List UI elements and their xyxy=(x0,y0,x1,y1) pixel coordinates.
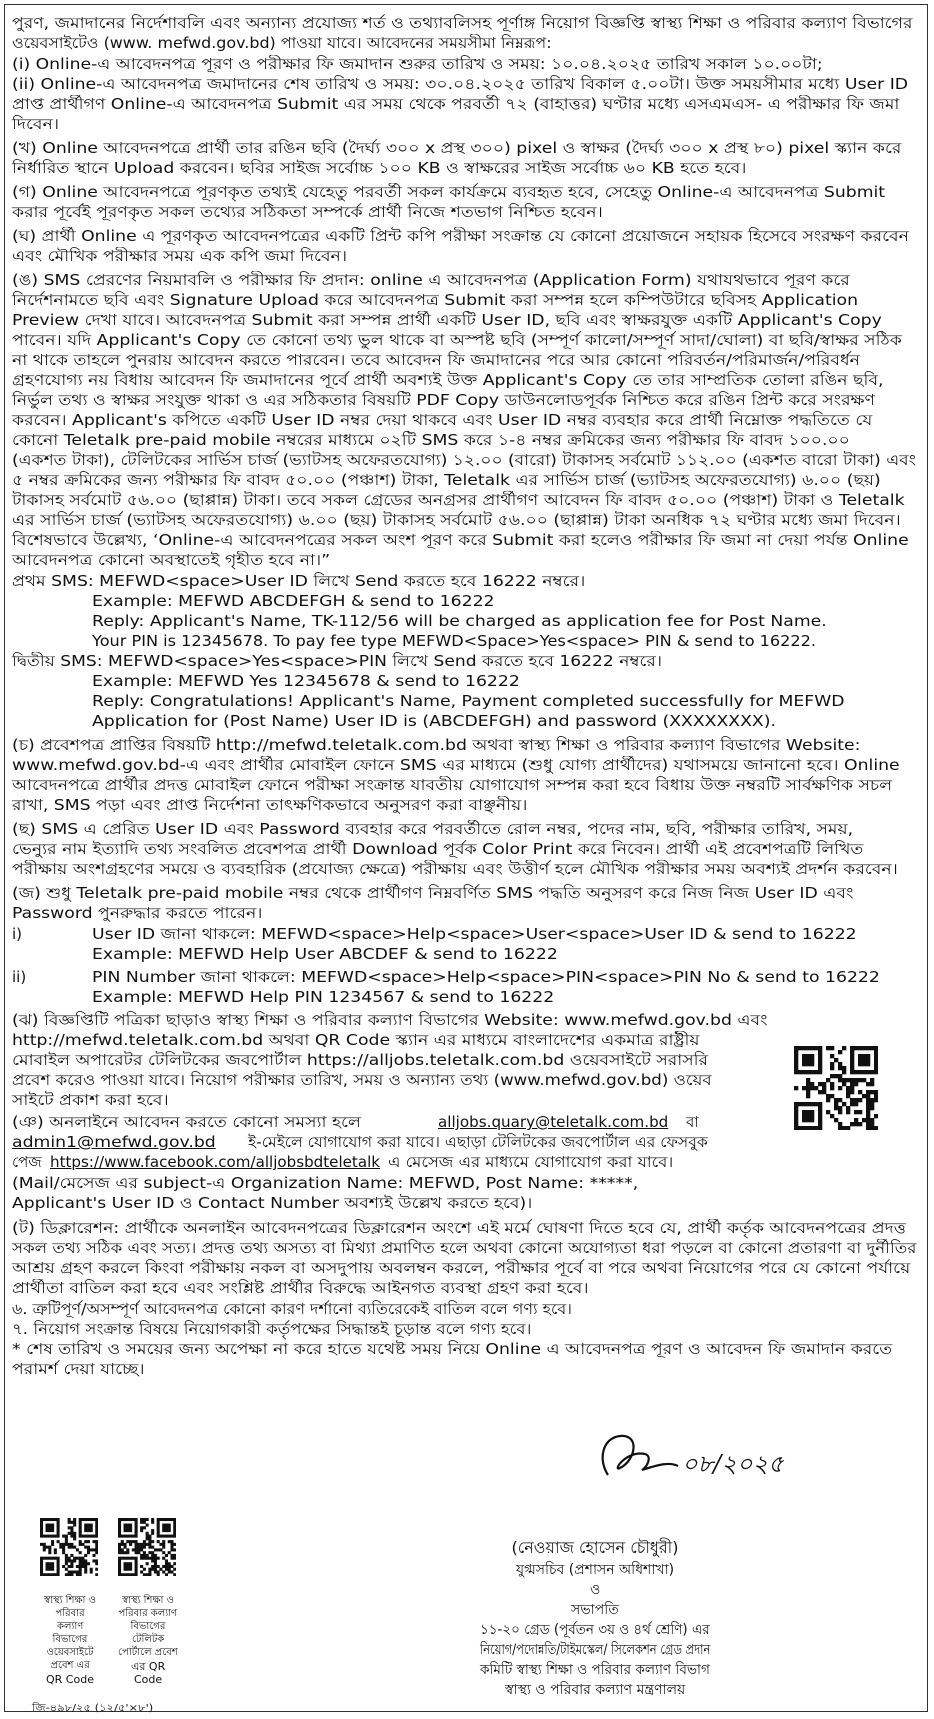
text-line-54: সাইটে প্রকাশ করা হবে। xyxy=(12,1091,169,1109)
text-line-94: Code xyxy=(134,1673,163,1686)
text-line-35: (চ) প্রবেশপত্র প্রাপ্তির বিষয়টি http://mefwd.teletalk.com.bd অথবা স্বাস্থ্য শিক্ষা ও পরিবার কল্যাণ বিভাগের Website: xyxy=(12,736,861,754)
admin-email-link[interactable]: admin1@mefwd.gov.bd xyxy=(12,1133,216,1151)
text-line-78: নিয়োগ/পদোন্নতি/টাইমস্কেল/ সিলেকশন গ্রেড প্রদান xyxy=(480,1642,711,1658)
text-line-85: ওয়েবসাইটে xyxy=(46,1647,94,1658)
text-line-84: বিভাগের xyxy=(52,1634,88,1645)
handwritten-signature xyxy=(590,1420,820,1500)
teletalk-portal-qr-code xyxy=(118,1518,176,1576)
text-line-83: কল্যাণ xyxy=(57,1621,84,1632)
website-qr-code xyxy=(794,1046,878,1130)
text-line-47: ii) xyxy=(12,968,27,986)
text-line-8: (গ) Online আবেদনপত্রে পূরণকৃত তথ্যই যেহেতু পরবর্তী সকল কার্যক্রমে ব্যবহৃত হবে, সেহেতু Online-এ আবেদনপত্র Submit xyxy=(12,183,886,201)
text-line-18: নির্ভুল তথ্য ও স্বাক্ষর সংযুক্ত থাকা ও এর সঠিকতার বিষয়টি PDF Copy ডাউনলোডপূর্বক নিশ্চিত করে রঙিন প্রিন্ট করে সংরক্ষণ xyxy=(12,391,875,409)
text-line-36: www.mefwd.gov.bd-এ এবং প্রার্থীর মোবাইল ফোনে SMS এর মাধ্যমে (শুধু যোগ্য প্রার্থীদের) যথাসময়ে জানানো হবে। Online xyxy=(12,756,900,774)
text-line-39: (ছ) SMS এ প্রেরিত User ID এবং Password ব্যবহার করে পরবর্তীতে রোল নম্বর, পদের নাম, ছবি, পরীক্ষার তারিখ, সময়, xyxy=(12,820,854,838)
support-email-link[interactable]: alljobs.quary@teletalk.com.bd xyxy=(438,1113,669,1131)
text-line-14: Preview দেখা যাবে। আবেদনপত্র Submit করা সম্পন্ন প্রার্থী একটি User ID, ছবি এবং স্বাক্ষরযুক্ত একটি Applicant's Copy xyxy=(12,311,882,329)
text-line-59: ই-মেইলে যোগাযোগ করা যাবে। এছাড়া টেলিটকের জবপোর্টাল এর ফেসবুক xyxy=(248,1133,708,1151)
text-line-69: ৬. ত্রুটিপূর্ণ/অসম্পূর্ণ আবেদনপত্র কোনো কারণ দর্শানো ব্যতিরেকেই বাতিল বলে গণ্য হবে। xyxy=(12,1300,572,1318)
text-line-11: এবং মৌখিক পরীক্ষার সময় এক কপি জমা দিবেন। xyxy=(12,247,348,265)
text-line-38: রাখা, SMS পড়া এবং প্রাপ্ত নির্দেশনা তাৎক্ষণিকভাবে অনুসরণ করা বাঞ্ছনীয়। xyxy=(12,796,528,814)
text-line-62: এ মেসেজ এর মাধ্যমে যোগাযোগ করা যাবে। xyxy=(388,1153,674,1171)
text-line-19: করবেন। Applicant's কপিতে একটি User ID নম্বর দেয়া থাকবে এবং User ID নম্বর ব্যবহার করে প্রার্থী নিম্নোক্ত পদ্ধতিতে যে xyxy=(12,411,873,429)
text-line-6: (খ) Online আবেদনপত্রে প্রার্থী তার রঙিন ছবি (দৈর্ঘ্য ৩০০ x প্রস্থ ৩০০) pixel ও স্বাক্ষর (দৈর্ঘ্য ৩০০ x প্রস্থ ৮০) pixel স্ক্যান করে xyxy=(12,139,902,157)
text-line-70: ৭. নিয়োগ সংক্রান্ত বিষয়ে নিয়োগকারী কর্তৃপক্ষের সিদ্ধান্তই চূড়ান্ত বলে গণ্য হবে। xyxy=(12,1320,532,1338)
text-line-23: টাকাসহ সর্বমোট ৫৬.০০ (ছাপ্পান্ন) টাকা। তবে সকল গ্রেডের অনগ্রসর প্রার্থীগণ আবেদন ফি বাবদ ৫০.০০ (পঞ্চাশ) টাকা ও Teletalk xyxy=(12,491,905,509)
text-line-34: Application for (Post Name) User ID is (ABCDEFGH) and password (XXXXXXXX). xyxy=(92,712,776,730)
text-line-66: সকল তথ্য সঠিক এবং সত্য। প্রদত্ত তথ্য অসত্য বা মিথ্যা প্রমাণিত হলে অথবা কোনো অযোগ্যতা ধরা পড়লে বা কোনো প্রতারণা বা দুর্নীতির xyxy=(12,1239,917,1257)
text-line-88: স্বাস্থ্য শিক্ষা ও xyxy=(122,1595,175,1606)
text-line-0: পুরণ, জমাদানের নির্দেশাবলি এবং অন্যান্য প্রযোজ্য শর্ত ও তথ্যাবলিসহ পূর্ণাঙ্গ নিয়োগ বিজ্ঞপ্তি স্বাস্থ্য শিক্ষা ও পরিবার কল্যাণ বিভাগের xyxy=(12,14,913,32)
text-line-90: বিভাগের xyxy=(130,1621,166,1632)
text-line-13: নির্দেশনামতে ছবি এবং Signature Upload করে আবেদনপত্র Submit করা সম্পন্ন হলে কম্পিউটারে ছবিসহ Application xyxy=(12,291,859,309)
text-line-82: পরিবার xyxy=(55,1608,85,1619)
text-line-48: PIN Number জানা থাকলে: MEFWD<space>Help<space>PIN<space>PIN No & send to 16222 xyxy=(92,968,880,986)
text-line-43: Password পুনরুদ্ধার করতে পারেন। xyxy=(12,904,263,922)
text-line-7: নির্ধারিত স্থানে Upload করবেন। ছবির সাইজ সর্বোচ্চ ১০০ KB ও স্বাক্ষরের সাইজ সর্বোচ্চ ৬০ KB হতে হবে। xyxy=(12,159,747,177)
text-line-41: পরীক্ষায় অংশগ্রহণের সময়ে ও ব্যবহারিক (প্রযোজ্য ক্ষেত্রে) পরীক্ষায় এবং উত্তীর্ণ হলে মৌখিক পরীক্ষার সময় অবশ্যই প্রদর্শন করবেন। xyxy=(12,860,898,878)
text-line-53: প্রবেশ করেও পাওয়া যাবে। নিয়োগ পরীক্ষার তারিখ, সময় ও অন্যান্য তথ্য (www.mefwd.gov.bd) ওয়েব xyxy=(12,1071,712,1089)
text-line-26: আবেদনপত্র কোনো অবস্থাতেই গৃহীত হবে না।” xyxy=(12,551,331,569)
text-line-20: কোনো Teletalk pre-paid mobile নম্বরের মাধ্যমে ০২টি SMS করে ১-৪ নম্বর ক্রমিকের জন্য পরীক্ষার ফি বাবদ ১০০.০০ xyxy=(12,431,850,449)
text-line-42: (জ) শুধু Teletalk pre-paid mobile নম্বর থেকে প্রার্থীগণ নিম্নবর্ণিত SMS পদ্ধতি অনুসরণ করে নিজ নিজ User ID এবং xyxy=(12,884,854,902)
text-line-10: (ঘ) প্রার্থী Online এ পূরণকৃত আবেদনপত্রের একটি প্রিন্ট কপি পরীক্ষা সংক্রান্ত যে কোনো প্রয়োজনে সহায়ক হিসেবে সংরক্ষণ করবেন xyxy=(12,227,909,245)
text-line-72: পরামর্শ দেয়া যাচ্ছে। xyxy=(12,1360,145,1378)
text-line-21: (একশত টাকা), টেলিটকের সার্ভিস চার্জ (ভ্যাটসহ অফেরতযোগ্য) ১২.০০ (বারো) টাকাসহ সর্বমোট ১১২.০০ (একশত বারো টাকা) এবং xyxy=(12,451,917,469)
text-line-57: বা xyxy=(686,1113,699,1131)
text-line-40: ভেন্যুর নাম ইত্যাদি তথ্য সংবলিত প্রবেশপত্র প্রার্থী Download পূর্বক Color Print করে নিবেন। প্রার্থী এই প্রবেশপত্রটি লিখিত xyxy=(12,840,864,858)
text-line-67: আশ্রয় গ্রহণ করলে কিংবা পরীক্ষায় নকল বা অসদুপায় অবলম্বন করলে, পরীক্ষার পূর্বে বা পরে অথবা নিয়োগের পরে যে কোনো পর্যায়ে xyxy=(12,1259,911,1277)
text-line-91: টেলিটক xyxy=(132,1634,165,1645)
text-line-86: প্রবেশ এর xyxy=(50,1660,90,1671)
text-line-15: পাবেন। যদি Applicant's Copy তে কোনো তথ্য ভুল থাকে বা অস্পষ্ট ছবি (সম্পূর্ণ কালো/সম্পূর্ণ সাদা/ঘোলা) বা ছবি/স্বাক্ষর সঠিক xyxy=(12,331,902,349)
text-line-22: ৫ নম্বর ক্রমিকের জন্য পরীক্ষার ফি বাবদ ৫০.০০ (পঞ্চাশ) টাকা, Teletalk এর সার্ভিস চার্জ (ভ্যাটসহ অফেরতযোগ্য) ৬.০০ (ছয়) xyxy=(12,471,881,489)
text-line-46: Example: MEFWD Help User ABCDEF & send to 16222 xyxy=(92,945,558,963)
text-line-1: ওয়েবসাইটেও (www. mefwd.gov.bd) পাওয়া যাবে। আবেদনের সময়সীমা নিম্নরূপ: xyxy=(12,34,552,52)
text-line-30: Your PIN is 12345678. To pay fee type MEFWD<Space>Yes<space> PIN & send to 16222. xyxy=(92,632,817,650)
text-line-71: * শেষ তারিখ ও সময়ের জন্য অপেক্ষা না করে হাতে যথেষ্ট সময় নিয়ে Online এ আবেদনপত্র পূরণ ও আবেদন ফি জমাদান করতে xyxy=(12,1340,893,1358)
text-line-37: আবেদনপত্রে প্রার্থীর প্রদত্ত মোবাইল ফোনে পরীক্ষা সংক্রান্ত যাবতীয় যোগাযোগ সম্পন্ন করা হবে বিধায় উক্ত নম্বরটি সার্বক্ষণিক সচল xyxy=(12,776,893,794)
text-line-33: Reply: Congratulations! Applicant's Name, Payment completed successfully for MEFWD xyxy=(92,692,845,710)
text-line-63: (Mail/মেসেজ এর subject-এ Organization Name: MEFWD, Post Name: *****, xyxy=(12,1174,639,1192)
text-line-32: Example: MEFWD Yes 12345678 & send to 16222 xyxy=(92,672,520,690)
text-line-17: গ্রহণযোগ্য নয় বিধায় আবেদন ফি জমাদানের পূর্বে প্রার্থী অবশ্যই উক্ত Applicant's Copy তে তার সাম্প্রতিক তোলা রঙিন ছবি, xyxy=(12,371,884,389)
text-line-44: i) xyxy=(12,925,23,943)
text-line-64: Applicant's User ID ও Contact Number অবশ্যই উল্লেখ করতে হবে)। xyxy=(12,1194,533,1212)
text-line-29: Reply: Applicant's Name, TK-112/56 will be charged as application fee for Post Name. xyxy=(92,612,827,630)
text-line-68: প্রার্থীতা বাতিল করা হবে এবং সংশ্লিষ্ট প্রার্থীর বিরুদ্ধে আইনগত ব্যবস্থা গ্রহণ করা হবে। xyxy=(12,1279,589,1297)
text-line-27: প্রথম SMS: MEFWD<space>User ID লিখে Send করতে হবে 16222 নম্বরে। xyxy=(12,572,586,590)
text-line-49: Example: MEFWD Help PIN 1234567 & send to 16222 xyxy=(92,988,555,1006)
text-line-45: User ID জানা থাকলে: MEFWD<space>Help<space>User<space>User ID & send to 16222 xyxy=(92,925,857,943)
text-line-28: Example: MEFWD ABCDEFGH & send to 16222 xyxy=(92,592,495,610)
contact-prefix: (ঞ) অনলাইনে আবেদন করতে কোনো সমস্যা হলে xyxy=(12,1113,361,1131)
text-line-95: জি-৪৯৮/২৫ (১২/৫'×৮') xyxy=(32,1703,154,1714)
text-line-5: দিবেন। xyxy=(12,115,60,133)
text-line-89: পরিবার কল্যাণ xyxy=(118,1608,178,1619)
text-line-52: মোবাইল অপারেটর টেলিটকের জবপোর্টাল https://alljobs.teletalk.com.bd ওয়েবসাইটে সরাসরি xyxy=(12,1051,709,1069)
text-line-25: বিশেষভাবে উল্লেখ্য, ‘Online-এ আবেদনপত্রের সকল অংশ পূরণ করে Submit করা হলেও পরীক্ষার ফি জমা না দেয়া পর্যন্ত Online xyxy=(12,531,909,549)
text-line-79: কমিটি স্বাস্থ্য শিক্ষা ও পরিবার কল্যাণ বিভাগ xyxy=(480,1662,710,1678)
text-line-12: (ঙ) SMS প্রেরণের নিয়মাবলি ও পরীক্ষার ফি প্রদান: online এ আবেদনপত্র (Application Form) যথাযথভাবে পূরণ করে xyxy=(12,271,850,289)
text-line-24: এর সার্ভিস চার্জ (ভ্যাটসহ অফেরতযোগ্য) ৬.০০ (ছয়) টাকাসহ সর্বমোট ৫৬.০০ (ছাপ্পান্ন) টাকা অনধিক ৭২ ঘণ্টার মধ্যে জমা দিবেন। xyxy=(12,511,901,529)
text-line-65: (ট) ডিক্লারেশন: প্রার্থীকে অনলাইন আবেদনপত্রের ডিক্লারেশন অংশে এই মর্মে ঘোষণা দিতে হবে যে, প্রার্থী কর্তৃক আবেদনপত্রের প্রদত্ত xyxy=(12,1219,907,1237)
text-line-87: QR Code xyxy=(46,1673,94,1686)
text-line-2: (i) Online-এ আবেদনপত্র পূরণ ও পরীক্ষার ফি জমাদান শুরুর তারিখ ও সময়: ১০.০৪.২০২৫ তারিখ সকাল ১০.০০টা; xyxy=(12,55,823,73)
text-line-9: করার পূর্বেই পূরণকৃত সকল তথ্যের সঠিকতা সম্পর্কে প্রার্থী নিজে শতভাগ নিশ্চিত হবেন। xyxy=(12,203,603,221)
text-line-16: না থাকে তাহলে পুনরায় আবেদন করতে পারবেন। তবে আবেদন ফি জমাদানের পরে আর কোনো পরিবর্তন/পরিমার্জন/পরিবর্ধন xyxy=(12,351,860,369)
text-line-81: স্বাস্থ্য শিক্ষা ও xyxy=(44,1595,97,1606)
text-line-4: প্রাপ্ত প্রার্থীগণ Online-এ আবেদনপত্র Submit এর সময় থেকে পরবর্তী ৭২ (বাহাত্তর) ঘণ্টার মধ্যে এসএমএস- এ পরীক্ষার ফি জমা xyxy=(12,95,900,113)
facebook-page-link[interactable]: https://www.facebook.com/alljobsbdteletalk xyxy=(50,1153,381,1171)
text-line-77: ১১-২০ গ্রেড (পূর্বতন ৩য় ও ৪র্থ শ্রেণি) এর xyxy=(480,1622,710,1638)
text-line-51: http://mefwd.teletalk.com.bd অথবা QR Code স্ক্যান এর মাধ্যমে বাংলাদেশের একমাত্র রাষ্ট্রীয় xyxy=(12,1031,700,1049)
signer-name: (নেওয়াজ হোসেন চৌধুরী) xyxy=(511,1538,679,1557)
text-line-74: যুগ্মসচিব (প্রশাসন অধিশাখা) xyxy=(516,1562,675,1578)
department-website-qr-code xyxy=(40,1518,98,1576)
text-line-31: দ্বিতীয় SMS: MEFWD<space>Yes<space>PIN লিখে Send করতে হবে 16222 নম্বরে। xyxy=(12,652,662,670)
text-line-3: (ii) Online-এ আবেদনপত্র জমাদানের শেষ তারিখ ও সময়: ৩০.০৪.২০২৫ তারিখ বিকাল ৫.০০টা। উক্ত সময়সীমার মধ্যে User ID xyxy=(12,75,909,93)
text-line-80: স্বাস্থ্য ও পরিবার কল্যাণ মন্ত্রণালয় xyxy=(505,1682,686,1698)
text-line-75: ও xyxy=(590,1582,601,1598)
text-line-76: সভাপতি xyxy=(571,1602,619,1618)
signature-date: ০৮/২০২৫ xyxy=(682,1450,784,1478)
text-line-93: এর QR xyxy=(131,1660,166,1673)
text-line-92: পোর্টালে প্রবেশ xyxy=(118,1647,178,1658)
text-line-60: পেজ xyxy=(12,1153,42,1171)
text-line-50: (ঝ) বিজ্ঞপ্তিটি পত্রিকা ছাড়াও স্বাস্থ্য শিক্ষা ও পরিবার কল্যাণ বিভাগের Website: www.mefwd.gov.bd এবং xyxy=(12,1011,768,1029)
